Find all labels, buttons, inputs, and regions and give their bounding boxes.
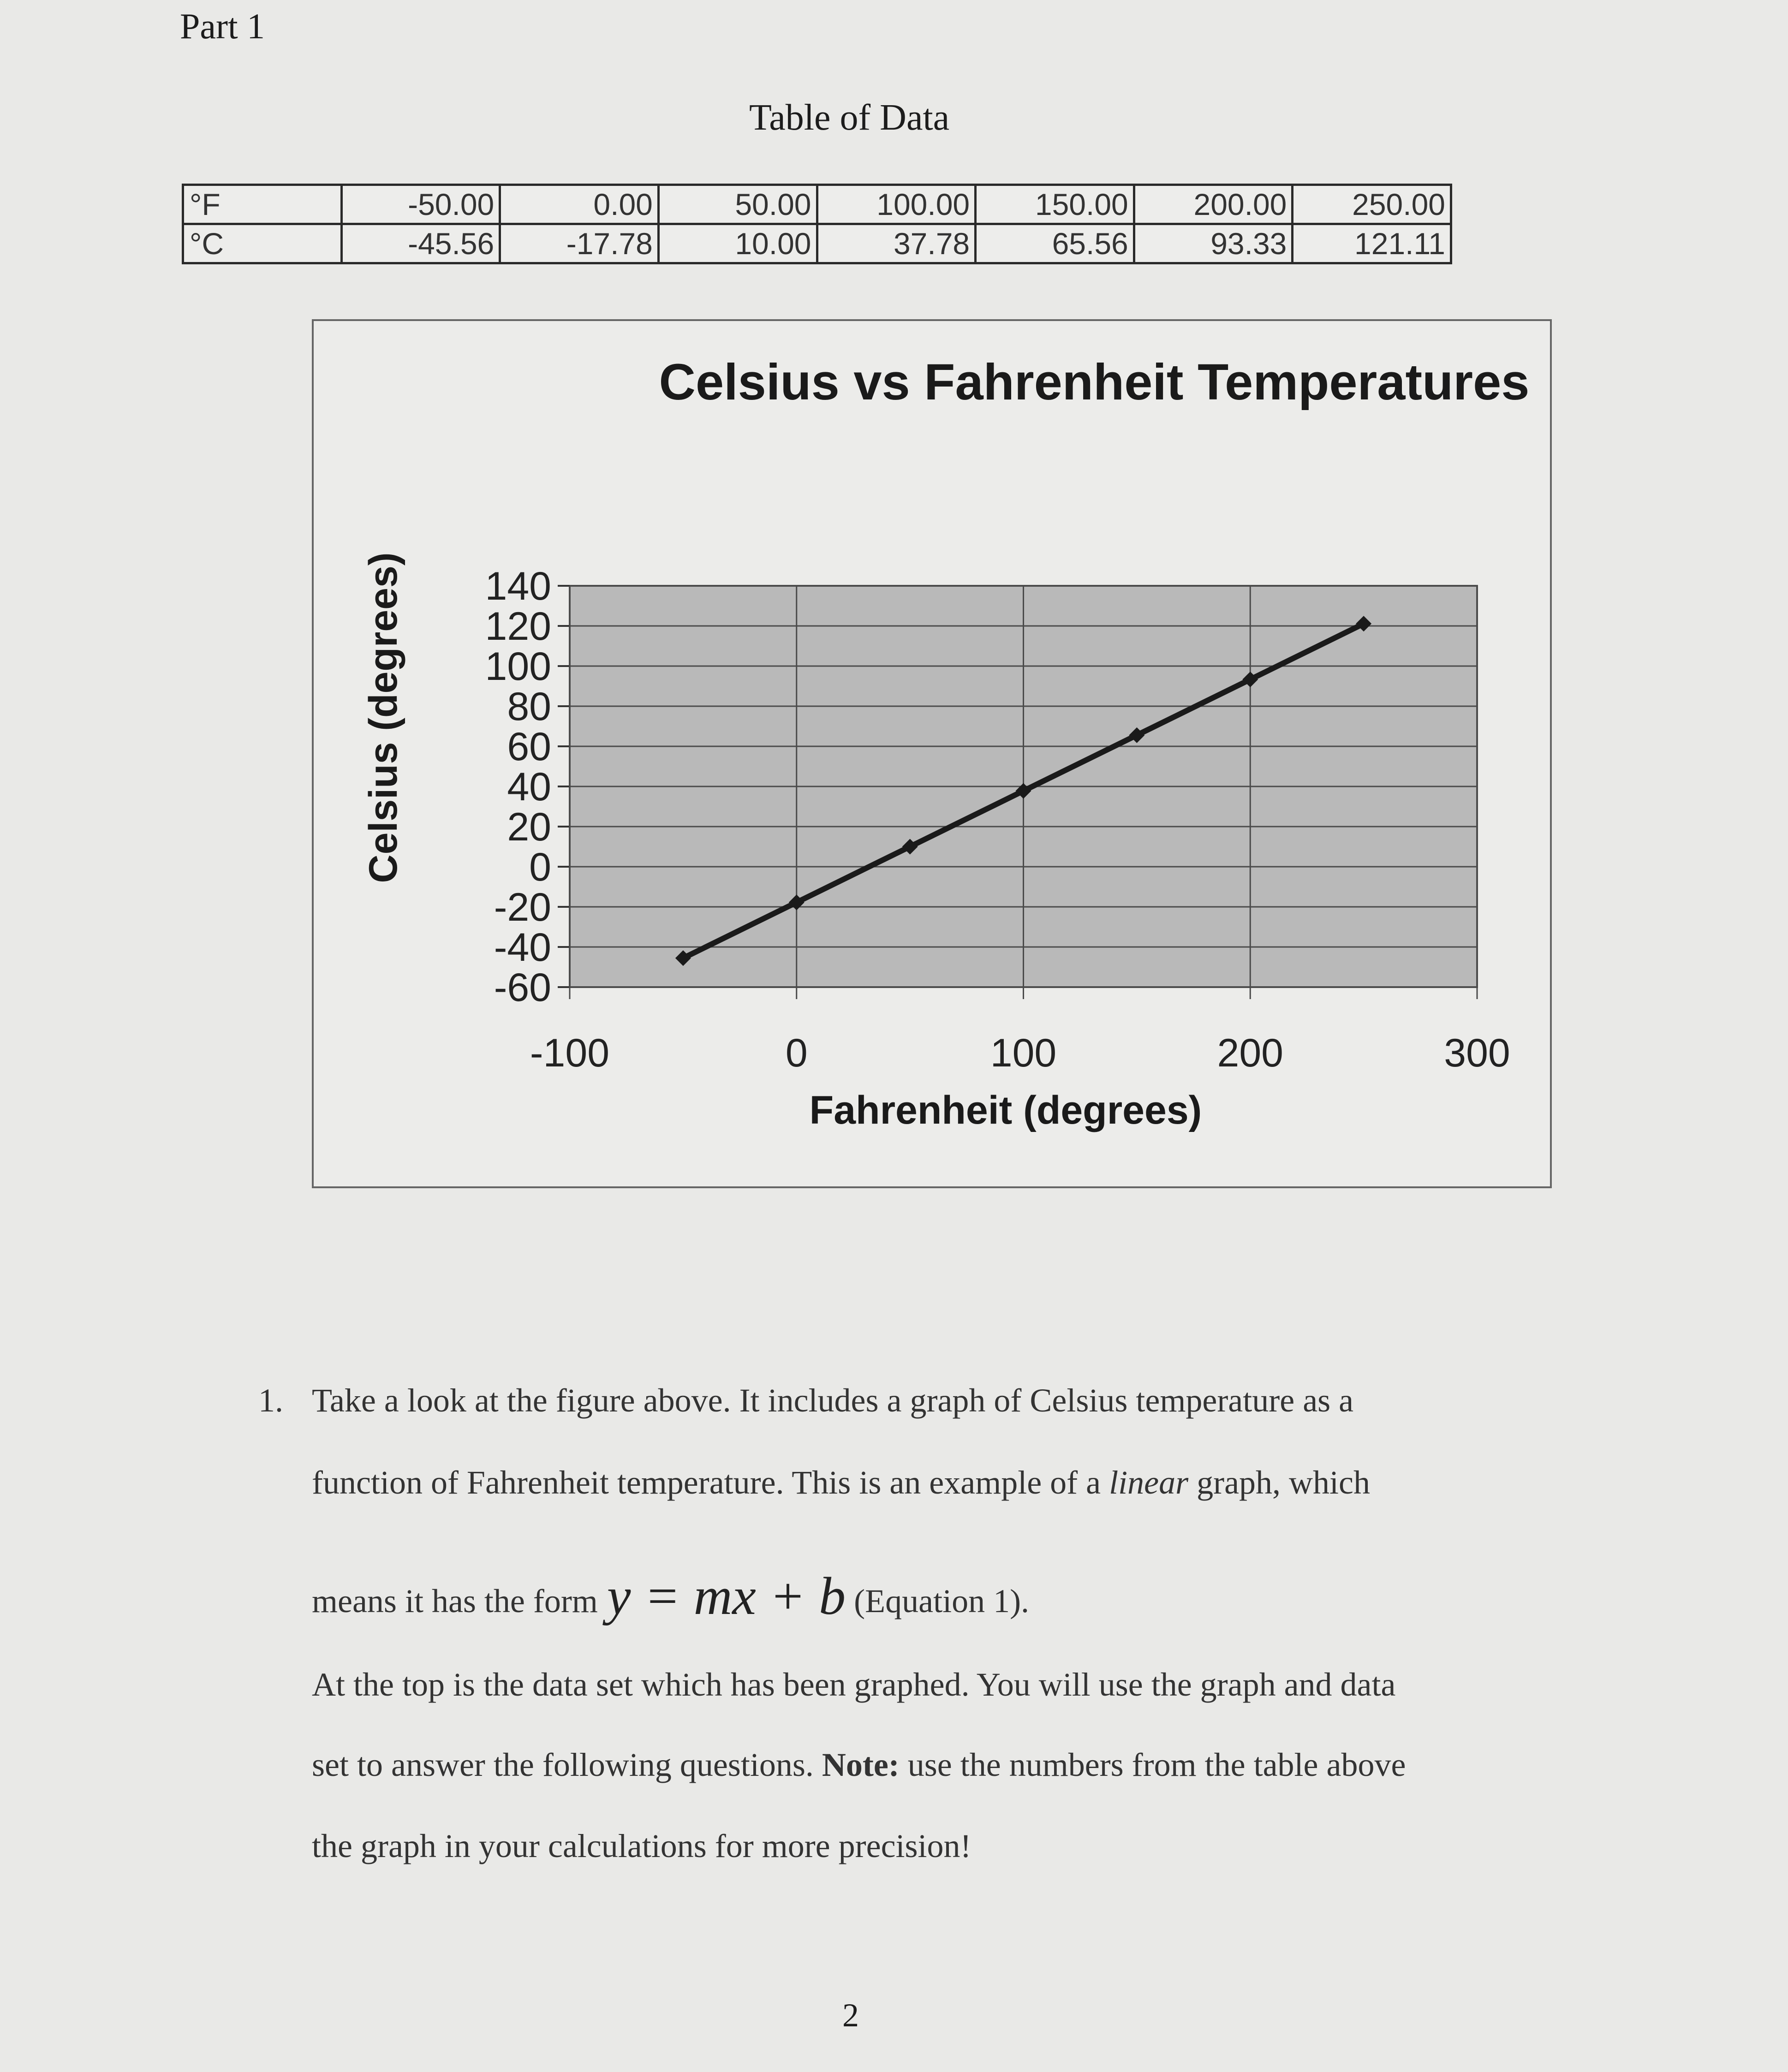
question-line-2-end: graph, which: [1188, 1464, 1370, 1501]
table-cell: -50.00: [341, 185, 500, 224]
question-line-1: Take a look at the figure above. It includes a graph of Celsius temperature as a: [312, 1382, 1354, 1419]
x-tick-label: 0: [785, 1031, 808, 1075]
table-cell: 200.00: [1134, 185, 1293, 224]
question-line-5-end: use the numbers from the table above: [899, 1746, 1406, 1783]
question-line-6: the graph in your calculations for more precision!: [312, 1828, 971, 1864]
question-line-4: At the top is the data set which has been graphed. You will use the graph and data: [312, 1666, 1396, 1703]
table-cell: 250.00: [1293, 185, 1451, 224]
linear-term: linear: [1109, 1464, 1189, 1501]
table-cell: 65.56: [976, 224, 1134, 263]
y-tick-label: 100: [485, 644, 551, 689]
row-label: °F: [183, 185, 342, 224]
table-cell: 93.33: [1134, 224, 1293, 263]
y-tick-label: 140: [485, 564, 551, 608]
x-tick-label: -100: [530, 1031, 610, 1075]
y-tick-label: -40: [494, 925, 551, 970]
question-line-2-text: function of Fahrenheit temperature. This is an example of a: [312, 1464, 1109, 1501]
question-number: 1.: [258, 1382, 283, 1419]
y-tick-label: 120: [485, 604, 551, 649]
table-cell: 37.78: [817, 224, 976, 263]
table-cell: 150.00: [976, 185, 1134, 224]
table-cell: 50.00: [658, 185, 817, 224]
table-cell: 10.00: [658, 224, 817, 263]
x-axis-label: Fahrenheit (degrees): [809, 1088, 1202, 1132]
row-label: °C: [183, 224, 342, 263]
data-table: [182, 184, 1452, 264]
table-cell: 121.11: [1293, 224, 1451, 263]
chart-panel: [312, 319, 1552, 1188]
y-axis-label: Celsius (degrees): [361, 552, 405, 883]
question-line-5-text: set to answer the following questions.: [312, 1746, 822, 1783]
x-tick-label: 200: [1217, 1031, 1283, 1075]
question-line-5: [312, 1746, 1406, 1784]
y-tick-label: 0: [529, 845, 551, 889]
y-tick-label: 40: [507, 765, 551, 809]
question-line-3: [312, 1566, 1029, 1627]
x-tick-label: 300: [1444, 1031, 1510, 1075]
y-tick-label: 80: [507, 685, 551, 729]
equation: y = mx + b: [607, 1567, 846, 1626]
note-label: Note:: [822, 1746, 900, 1783]
question-line-3-text: means it has the form: [312, 1583, 598, 1619]
table-cell: 100.00: [817, 185, 976, 224]
x-tick-label: 100: [990, 1031, 1057, 1075]
table-cell: -17.78: [500, 224, 659, 263]
question-line-2: [312, 1464, 1370, 1502]
equation-reference: (Equation 1).: [854, 1583, 1030, 1619]
table-title: Table of Data: [749, 97, 950, 138]
page-header: Part 1: [180, 6, 265, 46]
table-cell: -45.56: [341, 224, 500, 263]
chart-svg: [314, 321, 1550, 1186]
y-tick-label: -20: [494, 885, 551, 929]
table-row-celsius: [183, 224, 1451, 263]
table-cell: 0.00: [500, 185, 659, 224]
chart-title: Celsius vs Fahrenheit Temperatures: [659, 354, 1530, 411]
table-row-fahrenheit: [183, 185, 1451, 224]
y-tick-label: -60: [494, 965, 551, 1010]
y-tick-label: 20: [507, 805, 551, 849]
page-number: 2: [842, 1997, 859, 2034]
y-tick-label: 60: [507, 725, 551, 769]
